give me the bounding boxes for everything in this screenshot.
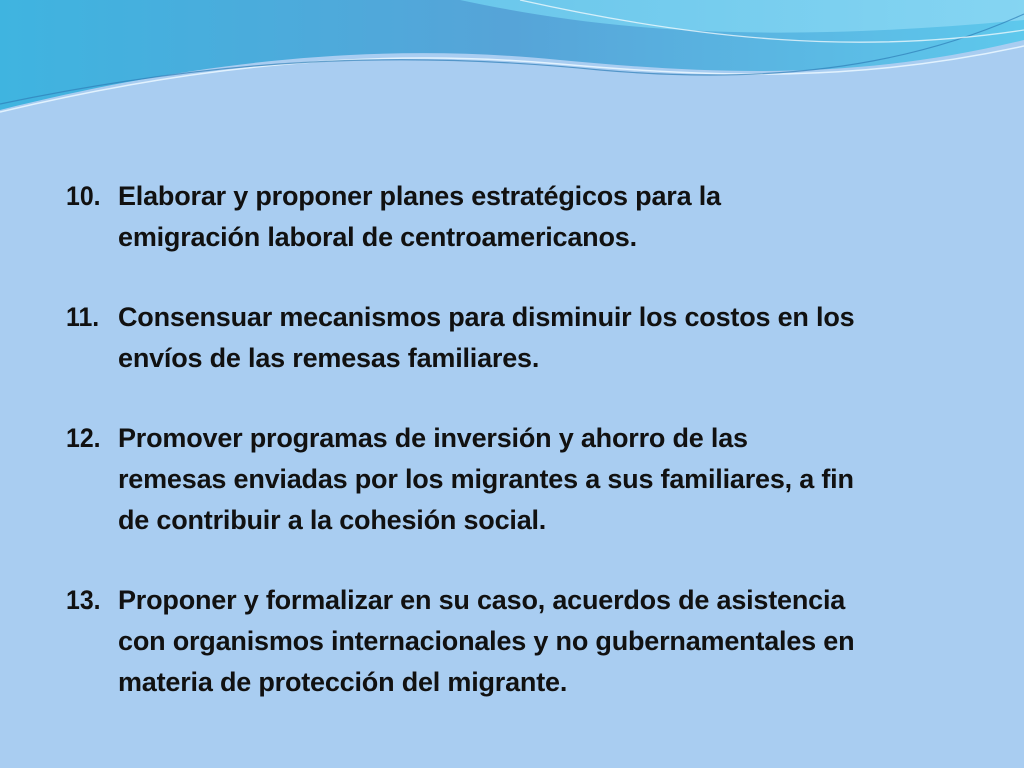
item-text: Elaborar y proponer planes estratégicos para la emigración laboral de centroamericanos.	[118, 181, 721, 252]
item-number: 13.	[66, 585, 101, 615]
item-text: Promover programas de inversión y ahorro de las remesas enviadas por los migrantes a sus familiares, a fin de contribuir a la cohesión social.	[118, 423, 854, 535]
objectives-list	[66, 176, 946, 742]
item-text: Proponer y formalizar en su caso, acuerdos de asistencia con organismos internacionales y no gubernamentales en materia de protección del migrante.	[118, 585, 855, 697]
item-number: 12.	[66, 423, 101, 453]
list-item	[66, 297, 946, 379]
list-item	[66, 176, 946, 258]
list-item	[66, 418, 946, 541]
item-number: 10.	[66, 181, 101, 211]
list-item	[66, 580, 946, 703]
item-number: 11.	[66, 302, 100, 332]
item-text: Consensuar mecanismos para disminuir los costos en los envíos de las remesas familiares.	[118, 302, 855, 373]
wave-header-decoration	[0, 0, 1024, 130]
